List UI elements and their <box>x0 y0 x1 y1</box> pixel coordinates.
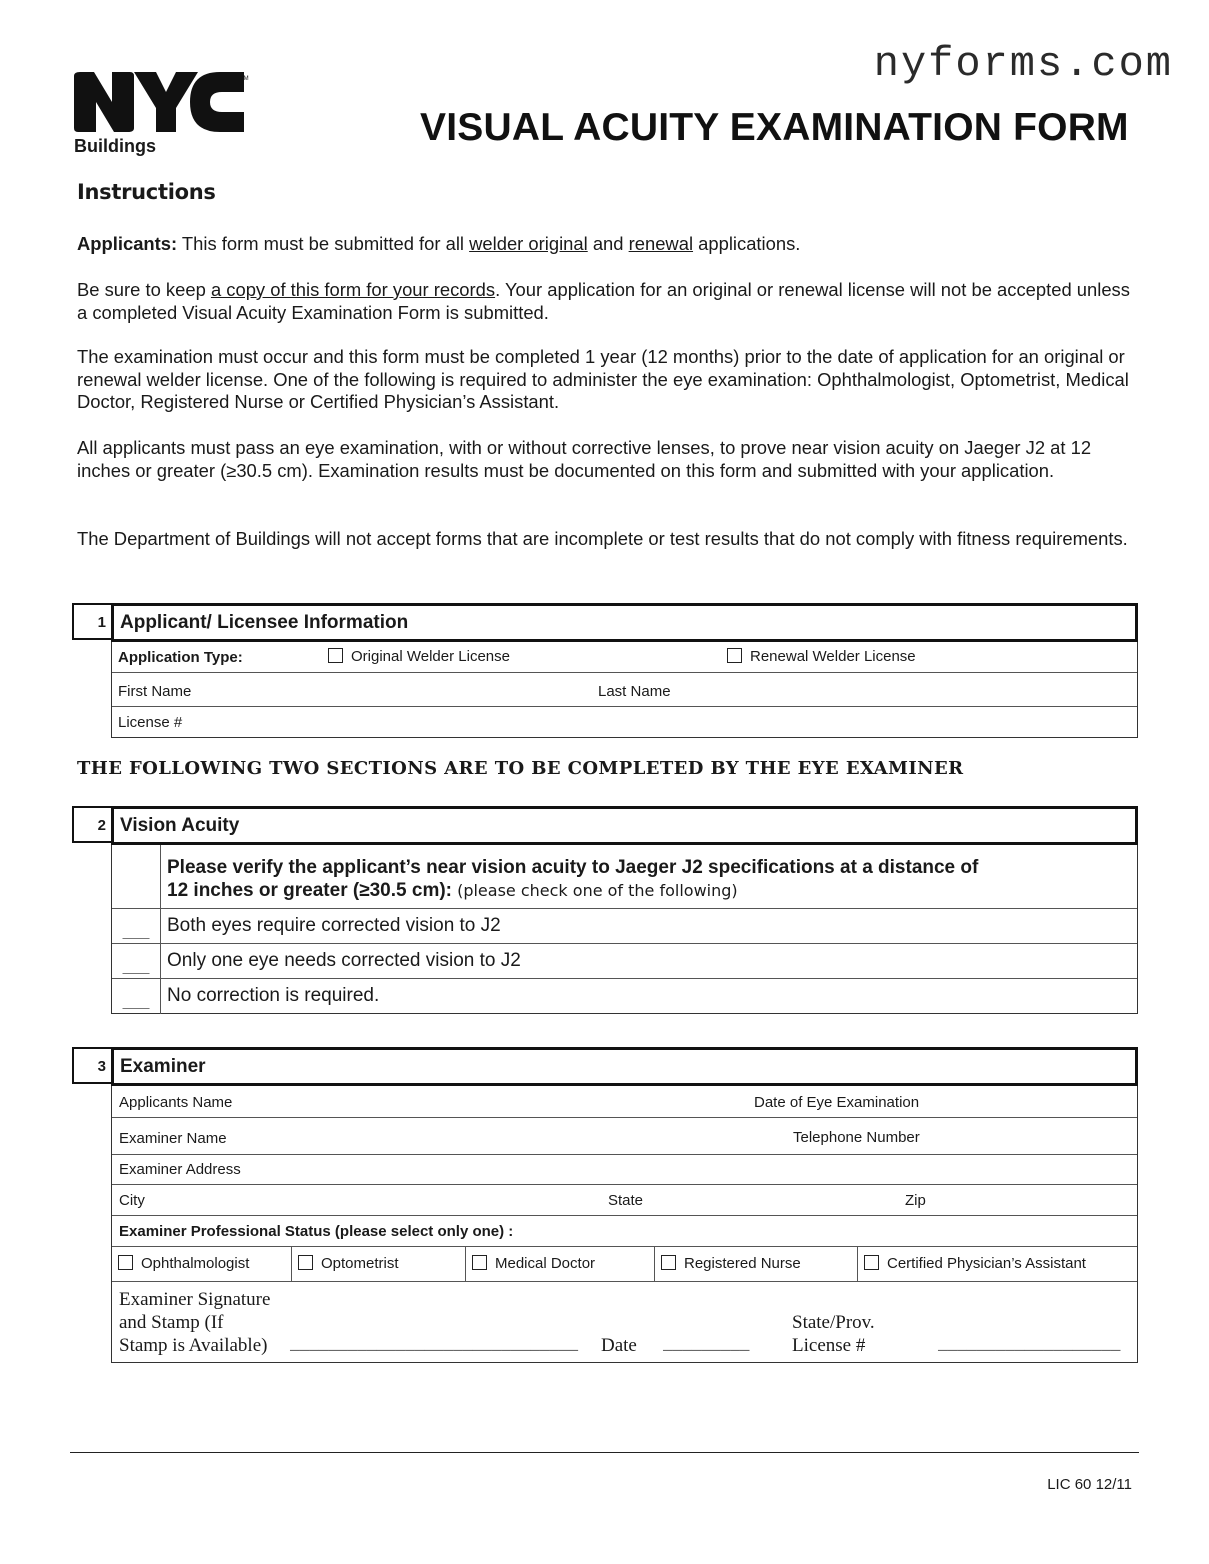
vision-option-none[interactable] <box>112 979 1137 1014</box>
checkbox-icon[interactable] <box>118 1255 133 1270</box>
vision-prompt-line1: Please verify the applicant’s near vision acuity to Jaeger J2 specifications at a distance of <box>167 857 979 878</box>
nyc-logo-mark <box>74 72 249 134</box>
watermark: nyforms.com <box>873 40 1173 88</box>
applicants-name-field[interactable]: Applicants Name <box>119 1094 233 1111</box>
name-row[interactable] <box>112 673 1137 707</box>
signature-row <box>112 1282 1137 1363</box>
status-option-label: Registered Nurse <box>684 1255 801 1272</box>
form-title: VISUAL ACUITY EXAMINATION FORM <box>420 106 1129 149</box>
instructions-paragraph-requirements: All applicants must pass an eye examination, with or without corrective lenses, to prove near vision acuity on Jaeger J2 at 12 inches or greater (≥30.5 cm). Examination results must be documented on this form and submitted with your application. <box>77 437 1092 481</box>
telephone-field[interactable]: Telephone Number <box>793 1129 920 1146</box>
license-row[interactable] <box>112 707 1137 737</box>
section1-title: Applicant/ Licensee Information <box>111 603 1138 642</box>
city-field[interactable]: City <box>119 1192 145 1209</box>
first-name-field[interactable]: First Name <box>118 683 192 700</box>
status-options-row <box>112 1247 1137 1282</box>
status-label-row <box>112 1216 1137 1247</box>
application-type-label: Application Type: <box>118 649 243 666</box>
vision-option-label: Both eyes require corrected vision to J2 <box>167 915 501 936</box>
original-license-option[interactable] <box>328 648 510 665</box>
instructions-heading: Instructions <box>77 180 216 204</box>
status-physicians-assistant[interactable] <box>858 1247 1137 1281</box>
vision-option-one[interactable] <box>112 944 1137 979</box>
vision-prompt <box>167 856 978 902</box>
instructions-paragraph-copy: Be sure to keep a copy of this form for your records. Your application for an original or renewal license will not be accepted unless a completed Visual Acuity Examination Form is submitted. <box>77 279 1130 323</box>
checkbox-icon[interactable] <box>328 648 343 663</box>
license-label: State/Prov. License # <box>792 1312 875 1356</box>
vision-prompt-spacer <box>112 845 161 908</box>
renewal-license-option[interactable] <box>727 648 916 665</box>
status-optometrist[interactable] <box>292 1247 466 1281</box>
status-option-label: Certified Physician’s Assistant <box>887 1255 1086 1272</box>
section1-number: 1 <box>72 603 112 640</box>
renewal-license-label: Renewal Welder License <box>750 648 916 665</box>
section2-number: 2 <box>72 806 112 843</box>
status-option-label: Ophthalmologist <box>141 1255 250 1272</box>
section2-body <box>111 845 1138 1014</box>
examiner-name-field[interactable]: Examiner Name <box>119 1130 227 1147</box>
vision-option-label: No correction is required. <box>167 985 380 1006</box>
status-label: Examiner Professional Status (please select only one) : <box>119 1223 514 1240</box>
checkbox-icon[interactable] <box>864 1255 879 1270</box>
signature-label: Examiner Signature and Stamp (If Stamp is Available) <box>119 1289 271 1356</box>
nyc-buildings-logo <box>74 72 249 158</box>
section2-title: Vision Acuity <box>111 806 1138 845</box>
checkbox-icon[interactable] <box>727 648 742 663</box>
section3-number: 3 <box>72 1047 112 1084</box>
section1-body <box>111 642 1138 738</box>
section3-body <box>111 1086 1138 1363</box>
signature-field[interactable]: ______________________________ <box>290 1336 579 1354</box>
footer-divider <box>70 1452 1139 1453</box>
vision-prompt-row <box>112 845 1137 909</box>
instructions-paragraph-compliance: The Department of Buildings will not accept forms that are incomplete or test results that do not comply with fitness requirements. <box>77 528 1128 549</box>
signature-date-field[interactable]: _________ <box>663 1336 750 1354</box>
last-name-field[interactable]: Last Name <box>598 683 671 700</box>
date-label: Date <box>601 1335 637 1356</box>
status-registered-nurse[interactable] <box>655 1247 858 1281</box>
examiner-name-row[interactable] <box>112 1118 1137 1155</box>
status-medical-doctor[interactable] <box>466 1247 655 1281</box>
vision-option-blank[interactable]: ___ <box>112 944 161 978</box>
svg-text:TM: TM <box>240 76 249 82</box>
vision-option-blank[interactable]: ___ <box>112 979 161 1014</box>
examiner-note: THE FOLLOWING TWO SECTIONS ARE TO BE COMPLETED BY THE EYE EXAMINER <box>77 758 964 779</box>
state-field[interactable]: State <box>608 1192 644 1209</box>
exam-date-field[interactable]: Date of Eye Examination <box>754 1094 920 1111</box>
vision-option-label: Only one eye needs corrected vision to J2 <box>167 950 521 971</box>
license-number-field[interactable]: License # <box>118 714 183 731</box>
status-option-label: Medical Doctor <box>495 1255 596 1272</box>
examiner-address-row[interactable] <box>112 1155 1137 1185</box>
instructions-paragraph-timing: The examination must occur and this form must be completed 1 year (12 months) prior to the date of application for an original or renewal welder license. One of the following is required to administer the eye examination: Ophthalmologist, Optometrist, Medical Doctor, Registered Nurse or Certified Physician’s Assistant. <box>77 346 1129 412</box>
section3-title: Examiner <box>111 1047 1138 1086</box>
city-state-zip-row[interactable] <box>112 1185 1137 1216</box>
zip-field[interactable]: Zip <box>905 1192 926 1209</box>
state-license-field[interactable]: ___________________ <box>938 1336 1121 1354</box>
checkbox-icon[interactable] <box>661 1255 676 1270</box>
form-code: LIC 60 12/11 <box>1047 1476 1132 1493</box>
checkbox-icon[interactable] <box>298 1255 313 1270</box>
vision-prompt-line2: 12 inches or greater (≥30.5 cm): (please check one of the following) <box>167 880 738 901</box>
application-type-row <box>112 642 1137 673</box>
vision-option-both[interactable] <box>112 909 1137 944</box>
checkbox-icon[interactable] <box>472 1255 487 1270</box>
status-ophthalmologist[interactable] <box>112 1247 292 1281</box>
instructions-paragraph-applicants: Applicants: This form must be submitted for all welder original and renewal applications. <box>77 233 801 254</box>
status-option-label: Optometrist <box>321 1255 399 1272</box>
original-license-label: Original Welder License <box>351 648 510 665</box>
applicants-name-row[interactable] <box>112 1086 1137 1118</box>
examiner-address-field[interactable]: Examiner Address <box>119 1161 241 1178</box>
logo-subtitle: Buildings <box>74 136 156 156</box>
vision-option-blank[interactable]: ___ <box>112 909 161 943</box>
